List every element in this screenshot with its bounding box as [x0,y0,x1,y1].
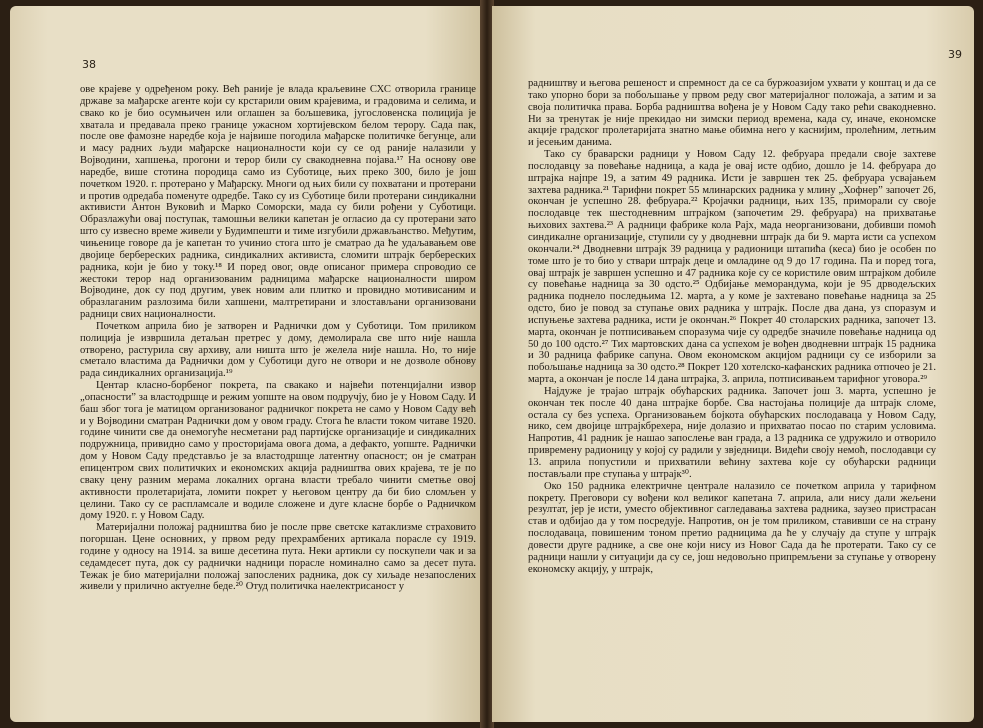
page-number-right: 39 [948,48,962,61]
paragraph: Најдуже је трајао штрајк обућарских радника. Започет још 3. марта, успешно је окончан тек после 40 дана штрајке борбе. Сва настојања полиције да штрајк сломе, остала су без успеха. Организовањем бојкота обућарских послодаваца у Новом Саду, нико, сем двојице штрајкбрехера, није долазио и прихватао посао по старим условима. Напротив, 41 радник је нашао запослење ван града, а 13 радника се удружило и отворило привремену радионицу у којој су радили у звједници. Видећи своју немоћ, послодавци су 13. априла попустили и прихватили већину захтева које су обућарски радници постављали пре ступања у штрајк³⁰. [528,385,936,480]
left-page-text [80,84,476,593]
left-page [10,6,482,722]
paragraph: Материјални положај радништва био је после прве светске катаклизме страховито погоршан. Цене основних, у првом реду прехрамбених артикала порасле су 1919. године у односу на 1914. за више десетина пута. Неки артикли су поскупели чак и за седамдесет пута, док су раднички надници порасле номинално само за десет пута. Тежак је био материјални положај запослених радника, док су хиљаде незапослених живели у прилично актуелне беде.²⁰ Отуд политичка наелектрисаност у [80,522,476,593]
paragraph: радништву и његова решеност и спремност да се са буржоазијом ухвати у коштац и да се тако упорно бори за побољшање у првом реду свог материјалног положаја, а затим и за своја политичка права. Борба радништва вођена је у Новом Саду тако рећи свакодневно. Ни за тренутак је није прекидао ни зимски период времена, када су, иначе, економске акције градског пролетаријата знатно мање обимна него у каснијим, пролећним, летњим и јесењим данима. [528,78,936,149]
paragraph: Центар класно-борбеног покрета, па свакако и највећи потенцијални извор „опасности” за властодршце и режим уопште на овом подручју, био је у Новом Саду. И баш због тога је матицом организованог радничког покрета не само у Новом Саду већ и у Војводини сматран Раднички дом у овом граду. Стога ће власти током читаве 1920. године чинити све да онемогуће несметани рад партијске организације и синдикалних подружница, привидно само у просторијама овога дома, а дефакто, уопште. Раднички дом у Новом Саду представљо је за властодршце латентну опасност; он је сматран епицентром свих политичких и економских акција радништва ових крајева, те је по сваку цену разним мерама локалних органа власти требало чинити сметње овој активности пролетаријата, ломити покрет у његовом центру да би био сломљен у целини. Тако су се распламсале и водиле сложене и дуге класне борбе о Радничком дому 1920. г. у Новом Саду. [80,380,476,522]
page-number-left: 38 [82,58,96,71]
paragraph: ове крајеве у одређеном року. Већ раније је влада краљевине СХС отворила границе државе за мађарске агенте који су крстарили овим крајевима, и градовима и селима, и свако ко је био осумњичен или оглашен за бољшевика, југословенска полиција је хватала и предавала преко границе ужасном хортијевском белом терору. Сада пак, после ове фамозне наредбе која је највише погодила мађарске политичке бегунце, али и масу радних људи мађарске националности који су се од раније налазили у Војводини, хапшења, прогони и терор били су свакодневна појава.¹⁷ На основу ове наредбе, више стотина породица само из Суботице, њих преко 300, било је још почетком 1920. г. протерано у Мађарску. Многи од њих били су похватани и протерани и против одредаба поменуте одредбе. Тако су из Суботице били протерани синдикални активисти Антон Вуковић и Марко Соморски, мада су били рођени у Суботици. Образлажући овај поступак, тамошњи велики капетан је огласио да су протерани зато што су извесно време живели у Будимпешти и тиме изгубили држављанство. Међутим, чињенице говоре да је капетан то учинио стога што је сматрао да ће удаљавањем ове двојице бербереских радника, синдикалних активиста, сломити штрајк бербереских радника, који је био у току.¹⁸ И поред овог, овде описаног примера спроводио се жестоки терор над организованим радницима мађарске националности широм Војводине, док су под другим, увек новим али плитко и провидно мотивисаним и образлаганим разлозима били хапшени, малтретирани и злостављани организовани радници свих националности. [80,84,476,321]
right-page-text [528,78,936,575]
right-page [492,6,974,722]
paragraph: Око 150 радника електричне централе налазило се почетком априла у тарифном покрету. Преговори су вођени кол великог капетана 7. априла, али нису дали жељени резултат, јер је исти, уместо објективног сагледавања захтева радника, заузео пристрасан став и одбијао да у том посредује. Напротив, он је том приликом, ставивши се на страну послодаваца, повишеним тоном претио радницима да ће у случају да ступе у штрајк довести друге раднике, а све оне који нису из Новог Сада да ће протерати. Тако су се радници нашли у ситуацији да су се, још недовољно припремљени за ступање у отворену економску акцију, у штрајк, [528,480,936,575]
paragraph: Почетком априла био је затворен и Раднички дом у Суботици. Том приликом полиција је извршила детаљан претрес у дому, демолирала све што није нашла отворено, растурила сву архиву, али ништа што је желела није нашла. Но, то није сметало властима да Раднички дом у Суботици дуго не отвори и не дозволе обнову рада синдикалних организација.¹⁹ [80,320,476,380]
paragraph: Тако су браварски радници у Новом Саду 12. фебруара предали своје захтеве послодавцу за повећање надница, а када је овај исте одбио, дошло је 14. фебруара до штрајка најпре 19, а затим 49 радника. Исти је завршен тек 25. фебруара усвајањем захтева радника.²¹ Тарифни покрет 55 млинарских радника у млину „Хофнер” започет 26, окончан је успешно 28. фебруара.²² Кројачки радници, њих 135, приморали су своје послодавце тек шестодневним штрајком (започетим 29. фебруара) на прихватање њихових захтева.²³ А радници фабрике кола Рајх, мада неорганизовани, добивши помоћ синдикалне организације, ступили су у дводневни штрајк да би 9. марта исти са успехом окончали.²⁴ Дводневни штрајк 39 радница у радионици штапића (кеса) био је особен по томе што је то био у ствари штрајк деце и омладине од 9 до 17 година. Па и поред тога, овај штрајк је завршен успешно и 47 радника које су се користиле овим штрајком добиле су повећање надница за 30 одсто.²⁵ Одбијање меморандума, који је 95 дрводељских радника поднело последњима 12. марта, а у коме је захтевано повећање надница за 25 одсто, био је повод за ступање ових радника у штрајк. После два дана, уз споразум и испуњење захтева радника, исти је окончан.²⁶ Покрет 40 столарских радника, започет 13. марта, окончан је потписивањем споразума чије су одредбе значиле повећање надница од 50 до 100 одсто.²⁷ Тих мартовских дана са успехом је вођен дводневни штрајк 15 радника и 30 радница фабрике сапуна. Овом економском акцијом радници су се изборили за побољшање надница за 30 одсто.²⁸ Покрет 120 хотелско-кафанских радника отпочео је 21. марта, а окончан је после 14 дана штрајка, 3. априла, потписивањем тарифног уговора.²⁹ [528,149,936,386]
